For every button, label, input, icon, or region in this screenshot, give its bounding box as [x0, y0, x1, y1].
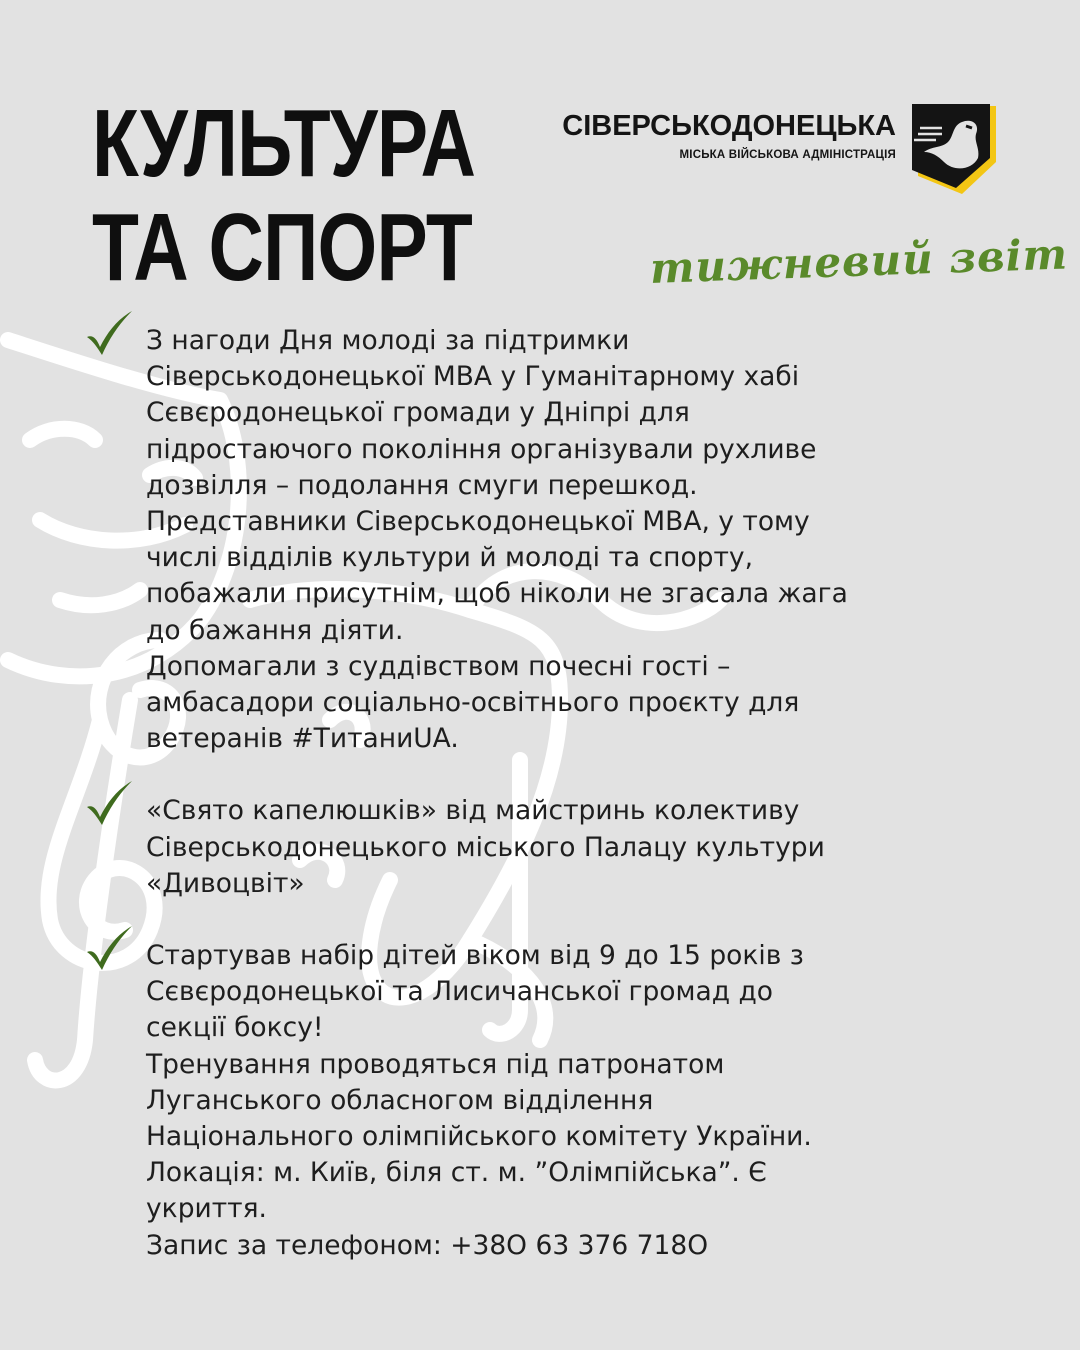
report-text-line: Стартував набір дітей віком від 9 до 15 років з	[146, 940, 804, 972]
mask-cheek	[60, 590, 140, 605]
report-text-line: числі відділів культури й молоді та спорту,	[146, 542, 754, 574]
checkmark-icon	[84, 779, 134, 827]
crow-emblem-icon	[902, 104, 998, 194]
report-text-line: Представники Сіверськодонецької МВА, у тому	[146, 506, 810, 538]
logo-city-name: СІВЕРСЬКОДОНЕЦЬКА	[562, 110, 896, 142]
report-text-line: З нагоди Дня молоді за підтримки	[146, 325, 630, 356]
report-text-line: Сєвєродонецької та Лисичанської громад до	[146, 976, 773, 1008]
report-text-line: укриття.	[146, 1193, 267, 1225]
weekly-report-subtitle: тижневий звіт	[649, 229, 1069, 293]
report-text-line: підростаючого покоління організували рухливе	[146, 433, 817, 465]
report-text-line: побажали присутнім, щоб ніколи не згасала жага	[146, 578, 848, 610]
report-text-line: до бажання діяти.	[146, 614, 404, 646]
report-text-line: Запис за телефоном: +38О 63 376 718О	[146, 1229, 709, 1261]
report-text-line: Сіверськодонецької МВА у Гуманітарному хабі	[146, 361, 800, 393]
checkmark-icon	[84, 924, 134, 972]
report-text-line: Допомагали з суддівством почесні гості –	[146, 650, 731, 682]
report-text-line: Луганського обласногом відділення	[146, 1084, 654, 1116]
report-text-line: «Дивоцвіт»	[146, 867, 305, 899]
report-text-line: «Свято капелюшків» від майстринь колективу	[146, 795, 800, 827]
report-item	[146, 793, 1026, 902]
title-line-1: КУЛЬТУРА	[92, 90, 476, 197]
city-logo	[540, 104, 1000, 194]
report-text-line: Сєвєродонецької громади у Дніпрі для	[146, 397, 690, 429]
title-line-2: ТА СПОРТ	[92, 194, 472, 301]
page-title	[92, 92, 475, 300]
report-text-line: Національного олімпійського комітету України.	[146, 1121, 812, 1153]
logo-administration-name: МІСЬКА ВІЙСЬКОВА АДМІНІСТРАЦІЯ	[679, 149, 896, 161]
report-item	[146, 938, 1026, 1264]
report-text-line: ветеранів #ТитаниUA.	[146, 723, 459, 755]
report-item	[146, 323, 1026, 757]
report-text-line: секції боксу!	[146, 1012, 324, 1044]
report-text-line: Локація: м. Київ, біля ст. м. ”Олімпійська”. Є	[146, 1157, 767, 1189]
report-text-line: дозвілля – подолання смуги перешкод.	[146, 469, 698, 501]
mask-eyebrow	[30, 429, 95, 440]
report-content	[146, 323, 1026, 1300]
checkmark-icon	[84, 309, 134, 357]
report-text-line: амбасадори соціально-освітнього проєкту для	[146, 687, 800, 719]
report-text-line: Сіверськодонецького міського Палацу культури	[146, 831, 825, 863]
report-text-line: Тренування проводяться під патронатом	[146, 1048, 725, 1080]
